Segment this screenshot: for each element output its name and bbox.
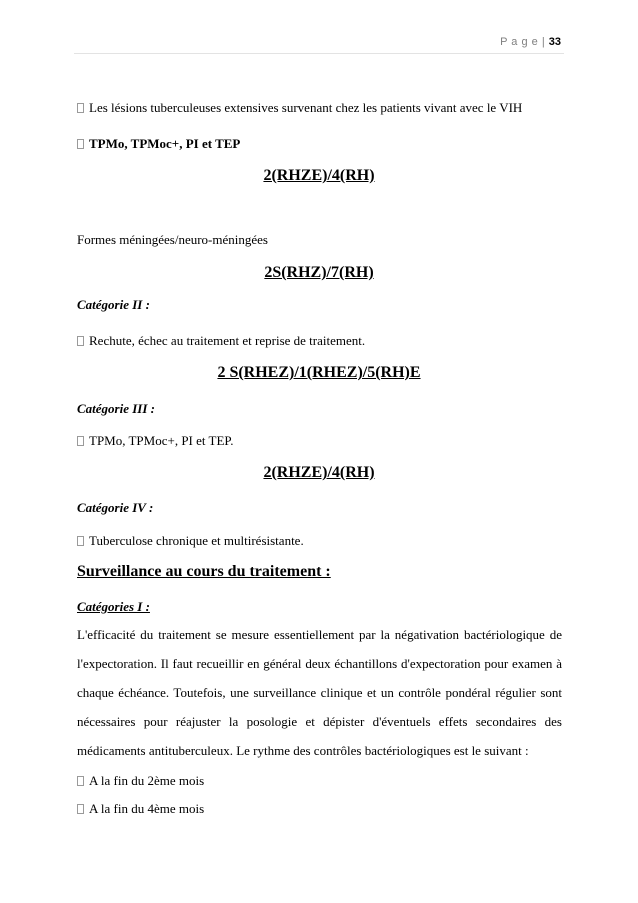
bullet-text: A la fin du 4ème mois bbox=[89, 801, 205, 816]
header-rule bbox=[74, 53, 564, 54]
meningeal-forms: Formes méningées/neuro-méningées bbox=[77, 232, 268, 247]
paragraph-line: médicaments antituberculeux. Le rythme des contrôles bactériologiques est le suivant : bbox=[77, 743, 529, 758]
regimen-1: 2(RHZE)/4(RH) bbox=[263, 167, 375, 184]
bullet-item-forms-2 bbox=[77, 433, 233, 449]
page-number: 33 bbox=[548, 36, 561, 48]
category-3-heading: Catégorie III : bbox=[77, 401, 155, 416]
bullet-text: A la fin du 2ème mois bbox=[89, 773, 205, 788]
bullet-text: TPMo, TPMoc+, PI et TEP bbox=[89, 136, 241, 151]
paragraph-line: l'expectoration. Il faut recueillir en général deux échantillons d'expectoration pour examen à bbox=[77, 656, 562, 671]
bullet-item-forms-1 bbox=[77, 136, 240, 152]
bullet-box-icon bbox=[77, 139, 84, 149]
page-header bbox=[500, 36, 561, 48]
paragraph-line: chaque échéance. Toutefois, une surveillance clinique et un contrôle pondéral régulier sont bbox=[77, 685, 562, 700]
bullet-item-relapse bbox=[77, 333, 365, 349]
bullet-item-vih bbox=[77, 100, 522, 116]
bullet-item-month-4 bbox=[77, 801, 204, 817]
header-separator: | bbox=[541, 36, 546, 48]
bullet-item-month-2 bbox=[77, 773, 204, 789]
surveillance-paragraph bbox=[77, 620, 562, 765]
category-4-heading: Catégorie IV : bbox=[77, 500, 154, 515]
regimen-2: 2S(RHZ)/7(RH) bbox=[264, 264, 374, 281]
bullet-box-icon bbox=[77, 436, 84, 446]
bullet-text: Tuberculose chronique et multirésistante. bbox=[89, 533, 304, 548]
bullet-text: Les lésions tuberculeuses extensives survenant chez les patients vivant avec le VIH bbox=[89, 100, 523, 115]
category-2-heading: Catégorie II : bbox=[77, 297, 150, 312]
regimen-4: 2(RHZE)/4(RH) bbox=[263, 464, 375, 481]
page-label: P a g e bbox=[500, 36, 539, 48]
paragraph-line: L'efficacité du traitement se mesure essentiellement par la négativation bactériologique de bbox=[77, 627, 562, 642]
bullet-text: TPMo, TPMoc+, PI et TEP. bbox=[89, 433, 234, 448]
bullet-text: Rechute, échec au traitement et reprise de traitement. bbox=[89, 333, 366, 348]
bullet-box-icon bbox=[77, 336, 84, 346]
section-heading-surveillance: Surveillance au cours du traitement : bbox=[77, 563, 331, 580]
bullet-box-icon bbox=[77, 103, 84, 113]
regimen-3: 2 S(RHEZ)/1(RHEZ)/5(RH)E bbox=[217, 364, 421, 381]
bullet-box-icon bbox=[77, 804, 84, 814]
paragraph-line: nécessaires pour réajuster la posologie et dépister d'éventuels effets secondaires des bbox=[77, 714, 562, 729]
category-1-heading: Catégories I : bbox=[77, 599, 150, 614]
bullet-box-icon bbox=[77, 536, 84, 546]
bullet-box-icon bbox=[77, 776, 84, 786]
bullet-item-chronic bbox=[77, 533, 304, 549]
